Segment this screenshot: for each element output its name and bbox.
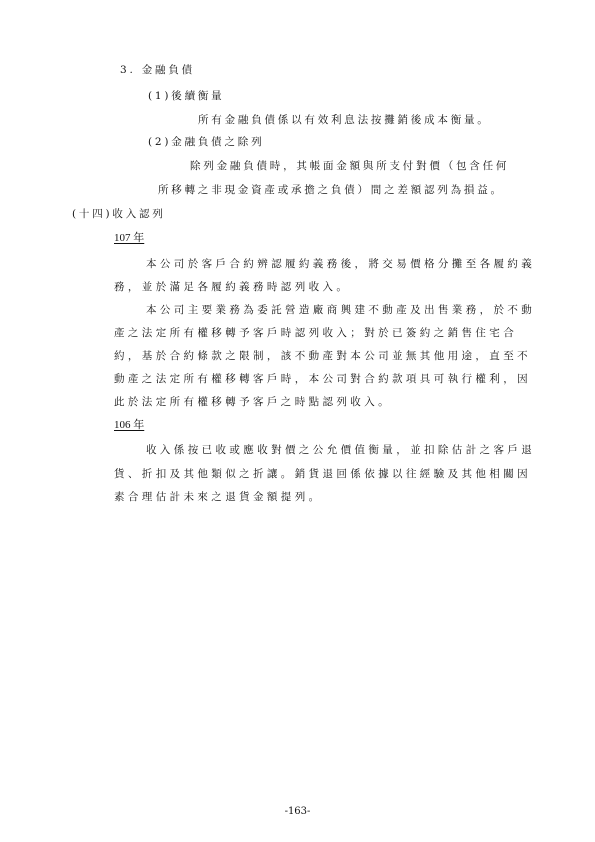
page-number: -163- [284,806,311,817]
p1-line2: 務，並於滿足各履約義務時認列收入。 [114,281,351,293]
p2-line2: 產之法定所有權移轉予客戶時認列收入；對於已簽約之銷售住宅合 [114,327,518,339]
sub2-body-line1: 除列金融負債時，其帳面金額與所支付對價（包含任何 [190,160,510,172]
p2-line1: 本公司主要業務為委託營造廠商興建不動產及出售業務，於不動 [146,304,536,316]
p1-line1: 本公司於客戶合約辨認履約義務後，將交易價格分攤至各履約義 [146,258,536,270]
p2-line5: 此於法定所有權移轉予客戶之時點認列收入。 [114,396,392,408]
p3-line3: 素合理估計未來之退貨金額提列。 [114,491,323,503]
item3-heading: 3. 金融負債 [120,64,195,76]
p2-line3: 約，基於合約條款之限制，該不動產對本公司並無其他用途，直至不 [114,350,531,362]
p2-line4: 動產之法定所有權移轉客戶時，本公司對合約款項具可執行權利，因 [114,373,531,385]
sub1-heading: (1)後續衡量 [148,90,225,102]
p3-line2: 貨、折扣及其他類似之折讓。銷貨退回係依據以往經驗及其他相關因 [114,468,531,480]
year-107-label: 107 年 [114,232,145,244]
sub1-body: 所有金融負債係以有效利息法按攤銷後成本衡量。 [198,114,491,126]
p3-line1: 收入係按已收或應收對價之公允價值衡量，並扣除估計之客戶退 [146,444,536,456]
sub2-heading: (2)金融負債之除列 [148,136,265,148]
item14-heading: (十四)收入認列 [72,208,166,220]
year-106-label: 106 年 [114,419,145,431]
sub2-body-line2: 所移轉之非現金資產或承擔之負債）間之差額認列為損益。 [158,184,504,196]
